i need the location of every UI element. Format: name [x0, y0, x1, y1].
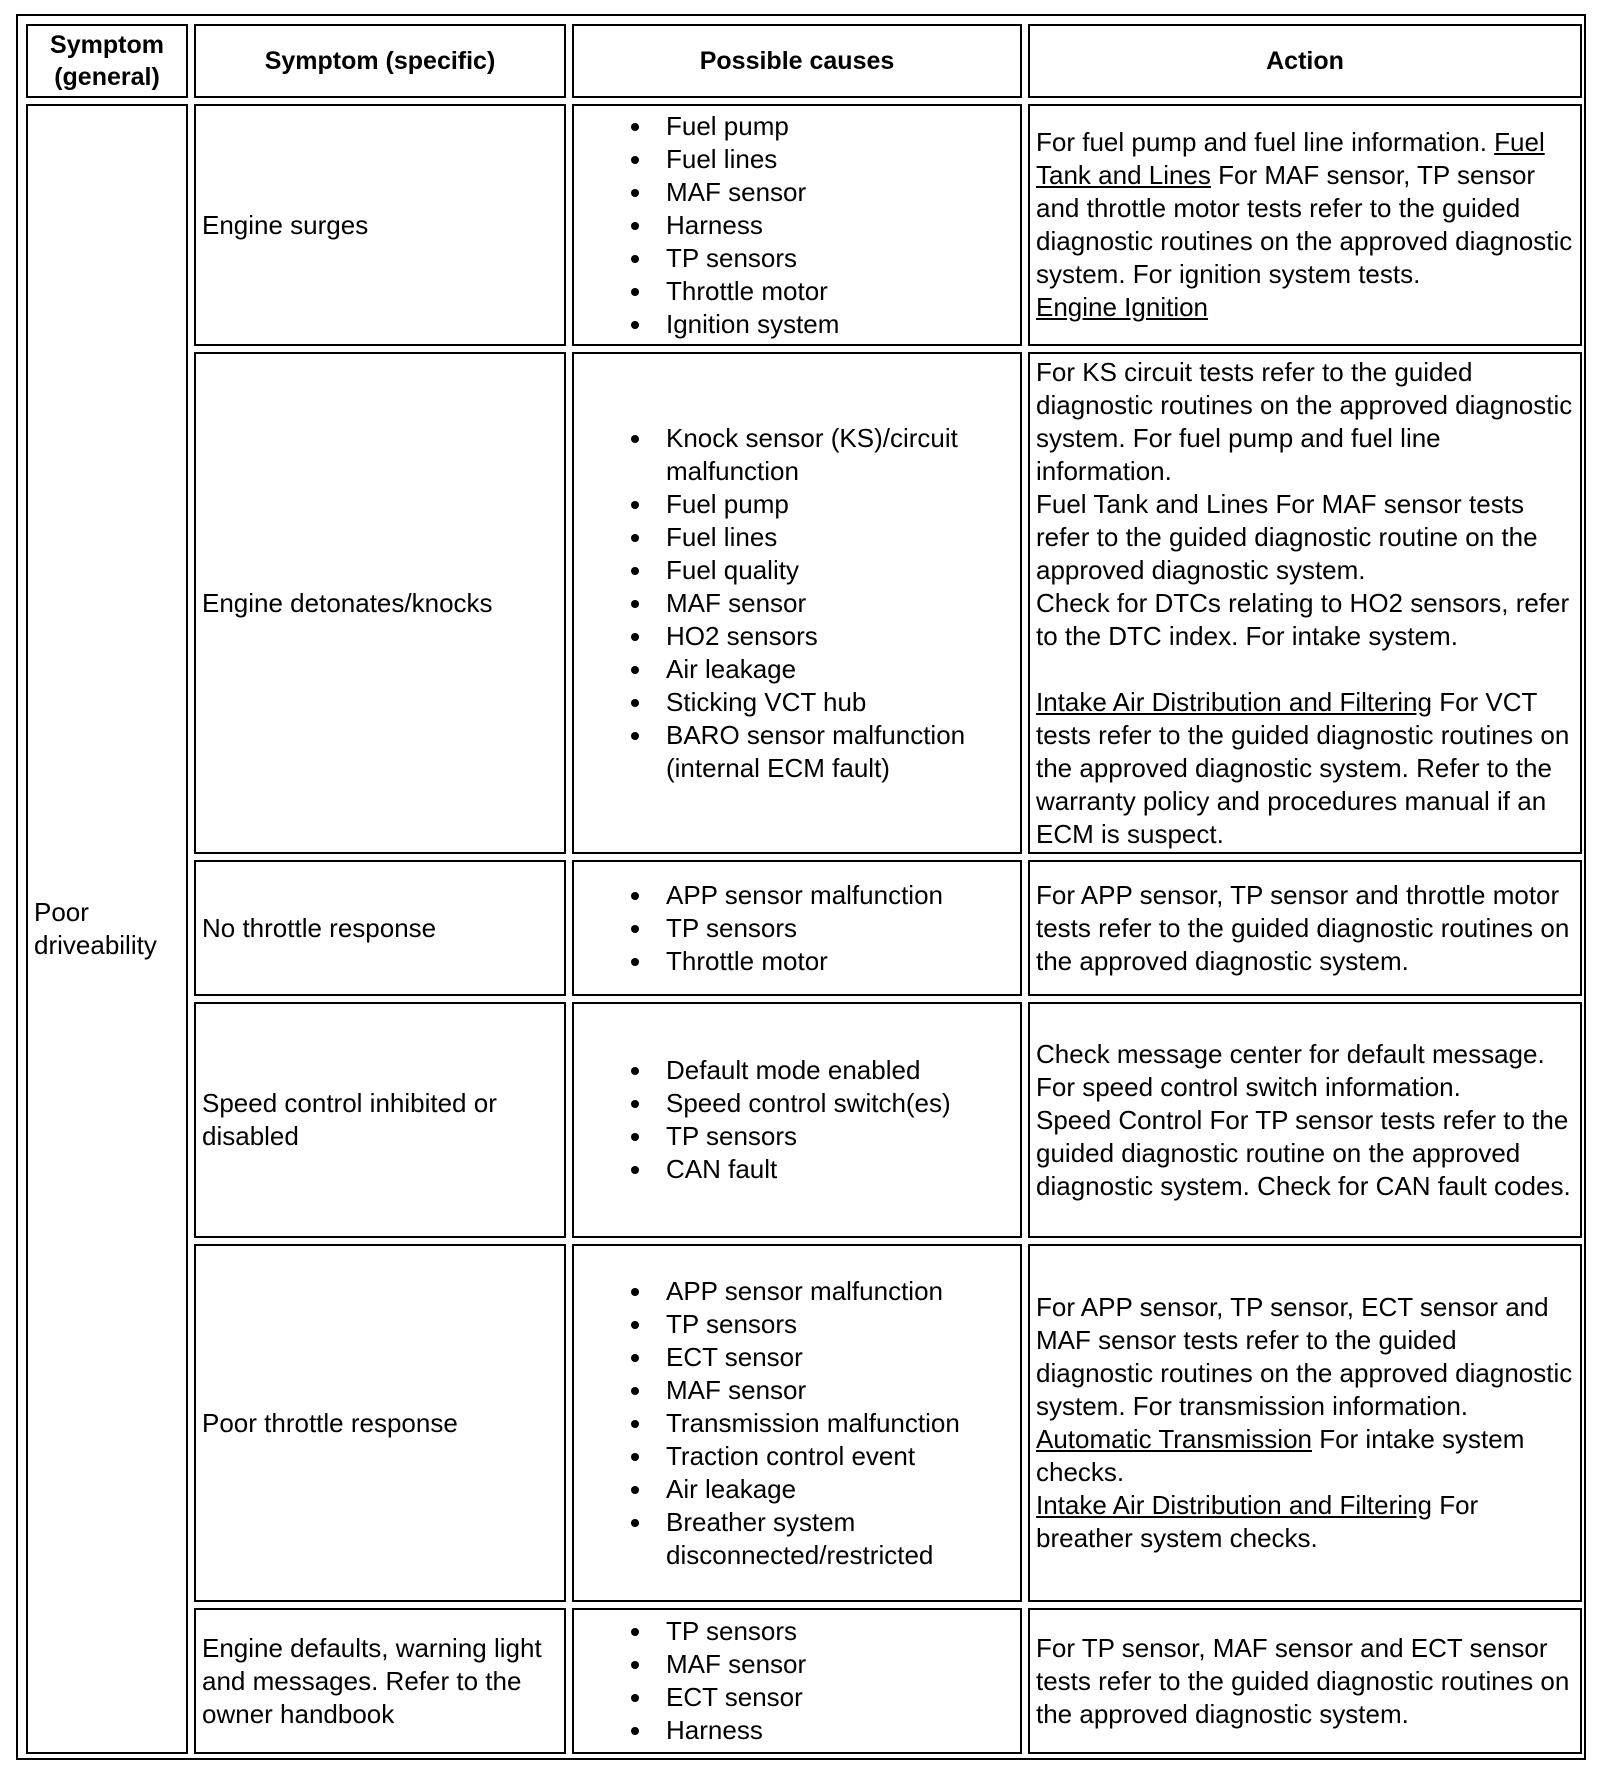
causes-list — [580, 422, 1014, 785]
reference-link[interactable]: Engine Ignition — [1036, 292, 1209, 322]
header-symptom-general — [26, 24, 188, 98]
reference-link[interactable]: Intake Air Distribution and Filtering — [1036, 686, 1432, 717]
cause-item: TP sensors — [666, 912, 1014, 945]
symptom-specific-cell: Poor throttle response — [194, 1244, 566, 1602]
action-text: For APP sensor, TP sensor and throttle motor tests refer to the guided diagnostic routines on the approved diagnostic system. — [1036, 879, 1570, 976]
symptom-specific-cell: Engine detonates/knocks — [194, 352, 566, 854]
cause-item: APP sensor malfunction — [666, 879, 1014, 912]
cause-item: TP sensors — [666, 1120, 1014, 1153]
table-row — [26, 860, 1582, 996]
symptom-specific-cell: No throttle response — [194, 860, 566, 996]
cause-item: Default mode enabled — [666, 1054, 1014, 1087]
action-text: For intake system checks. — [1036, 1424, 1525, 1487]
cause-item: BARO sensor malfunction (internal ECM fault) — [666, 719, 1014, 785]
possible-causes-cell — [572, 1244, 1022, 1602]
action-text: For fuel pump and fuel line information. — [1036, 127, 1495, 157]
action-text: Check message center for default message. For speed control switch information. — [1036, 1038, 1545, 1102]
header-possible-causes: Possible causes — [572, 24, 1022, 98]
action-cell — [1028, 1244, 1582, 1602]
causes-list — [580, 1615, 1014, 1747]
table-row — [26, 1002, 1582, 1238]
cause-item: TP sensors — [666, 1615, 1014, 1648]
possible-causes-cell — [572, 1608, 1022, 1754]
action-text: For VCT tests refer to the guided diagnostic routines on the approved diagnostic system. Refer to the warranty policy and procedures manual if an ECM is suspect. — [1036, 686, 1570, 849]
cause-item: MAF sensor — [666, 587, 1014, 620]
header-symptom-specific: Symptom (specific) — [194, 24, 566, 98]
action-text: For KS circuit tests refer to the guided diagnostic routines on the approved diagnostic system. For fuel pump and fuel line information. — [1036, 356, 1573, 486]
cause-item: Fuel pump — [666, 110, 1014, 143]
cause-item: Harness — [666, 1714, 1014, 1747]
action-cell — [1028, 1002, 1582, 1238]
action-cell — [1028, 860, 1582, 996]
action-text: Fuel Tank and Lines For MAF sensor tests refer to the guided diagnostic routine on the approved diagnostic system. — [1036, 488, 1538, 585]
symptom-specific-cell: Speed control inhibited or disabled — [194, 1002, 566, 1238]
cause-item: Transmission malfunction — [666, 1407, 1014, 1440]
possible-causes-cell — [572, 352, 1022, 854]
action-text: Speed Control For TP sensor tests refer to the guided diagnostic routine on the approved diagnostic system. Check for CAN fault codes. — [1036, 1104, 1571, 1201]
cause-item: MAF sensor — [666, 1374, 1014, 1407]
header-general-line2: (general) — [54, 63, 160, 91]
action-cell — [1028, 352, 1582, 854]
cause-item: MAF sensor — [666, 1648, 1014, 1681]
symptom-specific-cell: Engine defaults, warning light and messages. Refer to the owner handbook — [194, 1608, 566, 1754]
reference-link[interactable]: Fuel Tank and Lines — [1036, 127, 1545, 190]
table-row — [26, 104, 1582, 346]
cause-item: ECT sensor — [666, 1341, 1014, 1374]
cause-item: Fuel lines — [666, 143, 1014, 176]
cause-item: Speed control switch(es) — [666, 1087, 1014, 1120]
cause-item: Throttle motor — [666, 945, 1014, 978]
symptom-specific-cell: Engine surges — [194, 104, 566, 346]
possible-causes-cell — [572, 1002, 1022, 1238]
cause-item: Throttle motor — [666, 275, 1014, 308]
causes-list — [580, 110, 1014, 341]
cause-item: Fuel pump — [666, 488, 1014, 521]
cause-item: Traction control event — [666, 1440, 1014, 1473]
causes-list — [580, 879, 1014, 978]
action-text: For TP sensor, MAF sensor and ECT sensor tests refer to the guided diagnostic routines on the approved diagnostic system. — [1036, 1632, 1570, 1729]
cause-item: Breather system disconnected/restricted — [666, 1506, 1014, 1572]
header-action: Action — [1028, 24, 1582, 98]
cause-item: Knock sensor (KS)/circuit malfunction — [666, 422, 1014, 488]
table-row — [26, 352, 1582, 854]
reference-link[interactable]: Automatic Transmission — [1036, 1424, 1312, 1454]
action-text: Check for DTCs relating to HO2 sensors, refer to the DTC index. For intake system. — [1036, 587, 1570, 651]
action-text: For MAF sensor, TP sensor and throttle motor tests refer to the guided diagnostic routines on the approved diagnostic system. For ignition system tests. — [1036, 160, 1573, 289]
header-row — [26, 24, 1582, 98]
symptom-general-cell: Poor driveability — [26, 104, 188, 1754]
cause-item: Air leakage — [666, 653, 1014, 686]
causes-list — [580, 1275, 1014, 1572]
action-cell — [1028, 104, 1582, 346]
cause-item: Fuel quality — [666, 554, 1014, 587]
cause-item: Ignition system — [666, 308, 1014, 341]
cause-item: APP sensor malfunction — [666, 1275, 1014, 1308]
cause-item: Sticking VCT hub — [666, 686, 1014, 719]
paragraph-gap — [1036, 653, 1574, 686]
cause-item: Fuel lines — [666, 521, 1014, 554]
reference-link[interactable]: Intake Air Distribution and Filtering — [1036, 1490, 1432, 1520]
action-text: For breather system checks. — [1036, 1490, 1479, 1553]
cause-item: TP sensors — [666, 242, 1014, 275]
cause-item: MAF sensor — [666, 176, 1014, 209]
possible-causes-cell — [572, 860, 1022, 996]
cause-item: HO2 sensors — [666, 620, 1014, 653]
cause-item: CAN fault — [666, 1153, 1014, 1186]
causes-list — [580, 1054, 1014, 1186]
cause-item: TP sensors — [666, 1308, 1014, 1341]
cause-item: Air leakage — [666, 1473, 1014, 1506]
header-general-line1: Symptom — [50, 31, 164, 59]
diagnostic-table — [20, 18, 1588, 1760]
possible-causes-cell — [572, 104, 1022, 346]
table-row — [26, 1608, 1582, 1754]
cause-item: Harness — [666, 209, 1014, 242]
action-text: For APP sensor, TP sensor, ECT sensor and MAF sensor tests refer to the guided diagnostic routines on the approved diagnostic system. For transmission information. — [1036, 1292, 1573, 1421]
cause-item: ECT sensor — [666, 1681, 1014, 1714]
action-cell — [1028, 1608, 1582, 1754]
table-row — [26, 1244, 1582, 1602]
